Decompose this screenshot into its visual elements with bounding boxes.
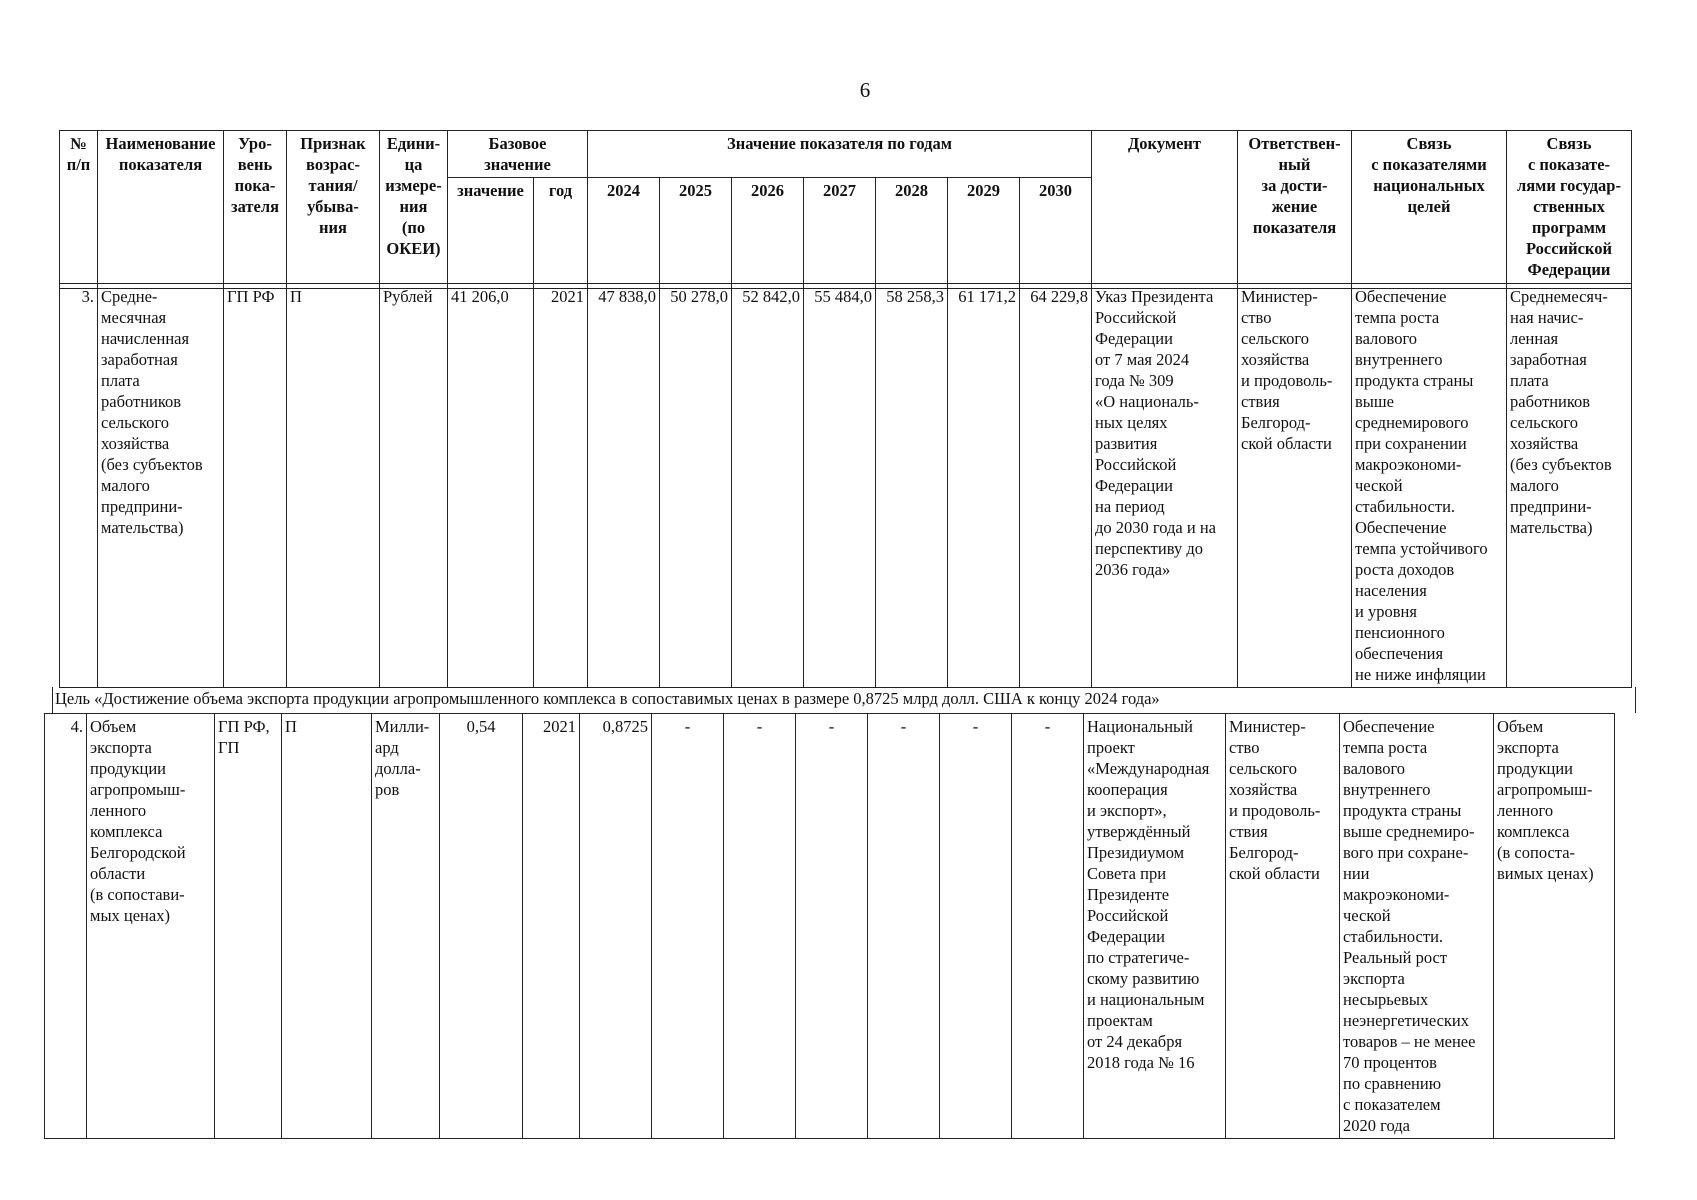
header-year: 2025 <box>660 178 732 289</box>
header-year: 2024 <box>588 178 660 289</box>
header-level: Уро- вень пока- зателя <box>224 131 287 289</box>
indicator-unit: Рублей <box>380 284 448 688</box>
base-value: 0,54 <box>440 714 523 1139</box>
header-num: № п/п <box>60 131 98 289</box>
header-responsible: Ответствен- ный за дости- жение показателя <box>1238 131 1352 289</box>
national-goals-cell: Обеспечение темпа роста валового внутреннего продукта страны выше среднемиро- вого при сохране- нии макроэкономи- ческой стабильности. Реальный рост экспорта несырьевых неэнергетических товаров – не менее 70 процентов по сравнению с показателем 2020 года <box>1340 714 1494 1139</box>
indicator-sign: П <box>282 714 372 1139</box>
year-value: 47 838,0 <box>588 284 660 688</box>
row-num: 4. <box>45 714 87 1139</box>
indicator-name: Средне- месячная начисленная заработная плата работников сельского хозяйства (без субъектов малого предприни- мательства) <box>98 284 224 688</box>
indicator-sign: П <box>287 284 380 688</box>
state-programs-cell: Среднемесяч- ная начис- ленная заработная плата работников сельского хозяйства (без субъектов малого предприни- мательства) <box>1507 284 1632 688</box>
header-year: 2028 <box>876 178 948 289</box>
year-value: 61 171,2 <box>948 284 1020 688</box>
header-unit: Едини- ца измере- ния (по ОКЕИ) <box>380 131 448 289</box>
indicator-row-4 <box>44 713 1615 1139</box>
document-cell: Национальный проект «Международная кооперация и экспорт», утверждённый Президиумом Совета при Президенте Российской Федерации по стратегиче- скому развитию и национальным проектам от 24 декабря 2018 года № 16 <box>1084 714 1226 1139</box>
indicator-row-3 <box>59 283 1632 688</box>
year-value: - <box>940 714 1012 1139</box>
indicator-name: Объем экспорта продукции агропромыш- ленного комплекса Белгородской области (в сопостави- мых ценах) <box>87 714 215 1139</box>
header-base-value: значение <box>448 178 534 289</box>
header-base: Базовое значение <box>448 131 588 178</box>
header-year: 2026 <box>732 178 804 289</box>
header-name: Наименование показателя <box>98 131 224 289</box>
page-number: 6 <box>859 78 871 102</box>
state-programs-cell: Объем экспорта продукции агропромыш- ленного комплекса (в сопоста- вимых ценах) <box>1494 714 1615 1139</box>
indicator-unit: Милли- ард долла- ров <box>372 714 440 1139</box>
header-base-year: год <box>534 178 588 289</box>
year-value: - <box>1012 714 1084 1139</box>
row-num: 3. <box>60 284 98 688</box>
header-national: Связь с показателями национальных целей <box>1352 131 1507 289</box>
year-value: - <box>796 714 868 1139</box>
year-value: 0,8725 <box>580 714 652 1139</box>
responsible-cell: Министер- ство сельского хозяйства и продоволь- ствия Белгород- ской области <box>1226 714 1340 1139</box>
year-value: 58 258,3 <box>876 284 948 688</box>
base-year: 2021 <box>523 714 580 1139</box>
header-year: 2027 <box>804 178 876 289</box>
header-state-programs: Связь с показате- лями государ- ственных программ Российской Федерации <box>1507 131 1632 289</box>
header-years-title: Значение показателя по годам <box>588 131 1092 178</box>
indicator-level: ГП РФ <box>224 284 287 688</box>
year-value: 52 842,0 <box>732 284 804 688</box>
header-document: Документ <box>1092 131 1238 289</box>
document-cell: Указ Президента Российской Федерации от 7 мая 2024 года № 309 «О националь- ных целях развития Российской Федерации на период до 2030 года и на перспективу до 2036 года» <box>1092 284 1238 688</box>
national-goals-cell: Обеспечение темпа роста валового внутреннего продукта страны выше среднемирового при сохранении макроэкономи- ческой стабильности. Обеспечение темпа устойчивого роста доходов населения и уровня пенсионного обеспечения не ниже инфляции <box>1352 284 1507 688</box>
header-year: 2030 <box>1020 178 1092 289</box>
responsible-cell: Министер- ство сельского хозяйства и продоволь- ствия Белгород- ской области <box>1238 284 1352 688</box>
year-value: 55 484,0 <box>804 284 876 688</box>
indicator-level: ГП РФ, ГП <box>215 714 282 1139</box>
base-year: 2021 <box>534 284 588 688</box>
header-year: 2029 <box>948 178 1020 289</box>
goal-row: Цель «Достижение объема экспорта продукции агропромышленного комплекса в сопоставимых ценах в размере 0,8725 млрд долл. США к концу 2024 года» <box>52 687 1636 713</box>
header-sign: Признак возрас- тания/ убыва- ния <box>287 131 380 289</box>
year-value: - <box>868 714 940 1139</box>
year-value: 50 278,0 <box>660 284 732 688</box>
year-value: 64 229,8 <box>1020 284 1092 688</box>
year-value: - <box>724 714 796 1139</box>
indicator-table-header <box>59 130 1632 289</box>
year-value: - <box>652 714 724 1139</box>
base-value: 41 206,0 <box>448 284 534 688</box>
